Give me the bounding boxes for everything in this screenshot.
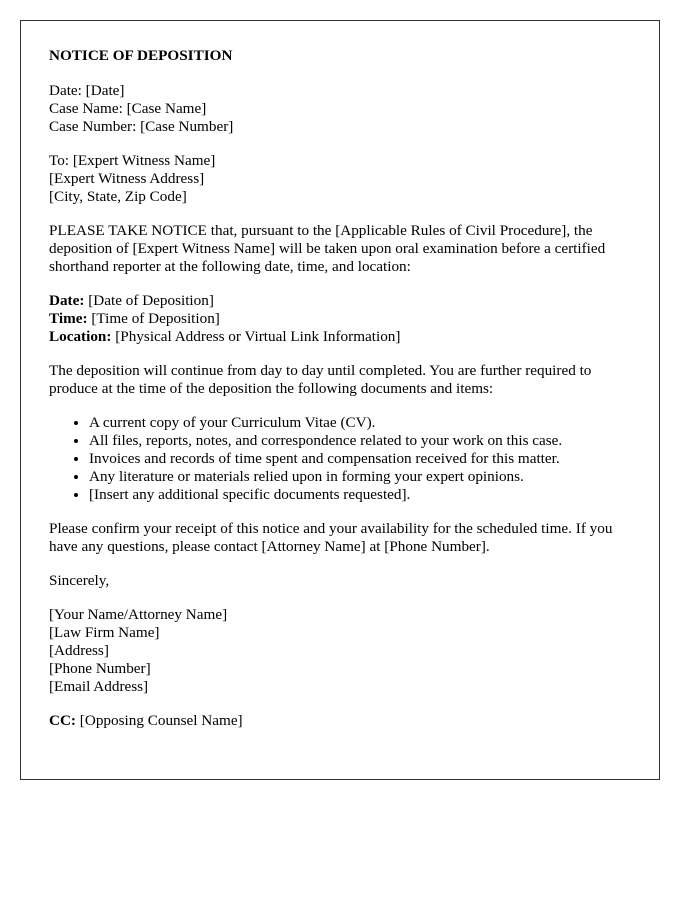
signature-block [49, 606, 631, 696]
signature-name: [Your Name/Attorney Name] [49, 606, 228, 623]
recipient-address: [Expert Witness Address] [49, 170, 205, 187]
detail-time-label: Time: [49, 310, 88, 327]
list-item: • A current copy of your Curriculum Vitae (CV). [89, 414, 631, 432]
detail-time [49, 310, 631, 328]
list-item: • All files, reports, notes, and correspondence related to your work on this case. [89, 432, 631, 450]
recipient-name: To: [Expert Witness Name] [49, 152, 216, 169]
document-page [20, 20, 660, 780]
signature-firm: [Law Firm Name] [49, 624, 160, 641]
required-documents-list [49, 414, 631, 504]
detail-time-value: [Time of Deposition] [87, 310, 220, 327]
closing: Sincerely, [49, 572, 110, 589]
detail-date-label: Date: [49, 292, 85, 309]
signature-address: [Address] [49, 642, 109, 659]
document-title: NOTICE OF DEPOSITION [49, 47, 233, 64]
signature-email: [Email Address] [49, 678, 149, 695]
cc-label: CC: [49, 712, 76, 729]
continuation-paragraph: The deposition will continue from day to day until completed. You are further required to produce at the time of the deposition the following documents and items: [49, 362, 592, 397]
case-number: Case Number: [Case Number] [49, 118, 234, 135]
confirm-paragraph: Please confirm your receipt of this notice and your availability for the scheduled time. If you have any questions, please contact [Attorney Name] at [Phone Number]. [49, 520, 613, 555]
intro-paragraph: PLEASE TAKE NOTICE that, pursuant to the [Applicable Rules of Civil Procedure], the deposition of [Expert Witness Name] will be taken upon oral examination before a certified shorthand reporter at the following date, time, and location: [49, 222, 606, 275]
signature-phone: [Phone Number] [49, 660, 151, 677]
detail-location [49, 328, 631, 346]
case-date: Date: [Date] [49, 82, 125, 99]
detail-date-value: [Date of Deposition] [84, 292, 214, 309]
deposition-details [49, 292, 631, 346]
detail-location-value: [Physical Address or Virtual Link Information] [111, 328, 401, 345]
list-item: • Any literature or materials relied upon in forming your expert opinions. [89, 468, 631, 486]
cc-value: [Opposing Counsel Name] [76, 712, 243, 729]
list-item: • [Insert any additional specific documents requested]. [89, 486, 631, 504]
recipient-block [49, 152, 631, 206]
detail-date [49, 292, 631, 310]
detail-location-label: Location: [49, 328, 112, 345]
case-info [49, 82, 631, 136]
case-name: Case Name: [Case Name] [49, 100, 207, 117]
list-item: • Invoices and records of time spent and compensation received for this matter. [89, 450, 631, 468]
recipient-city: [City, State, Zip Code] [49, 188, 187, 205]
cc-line [49, 712, 631, 730]
